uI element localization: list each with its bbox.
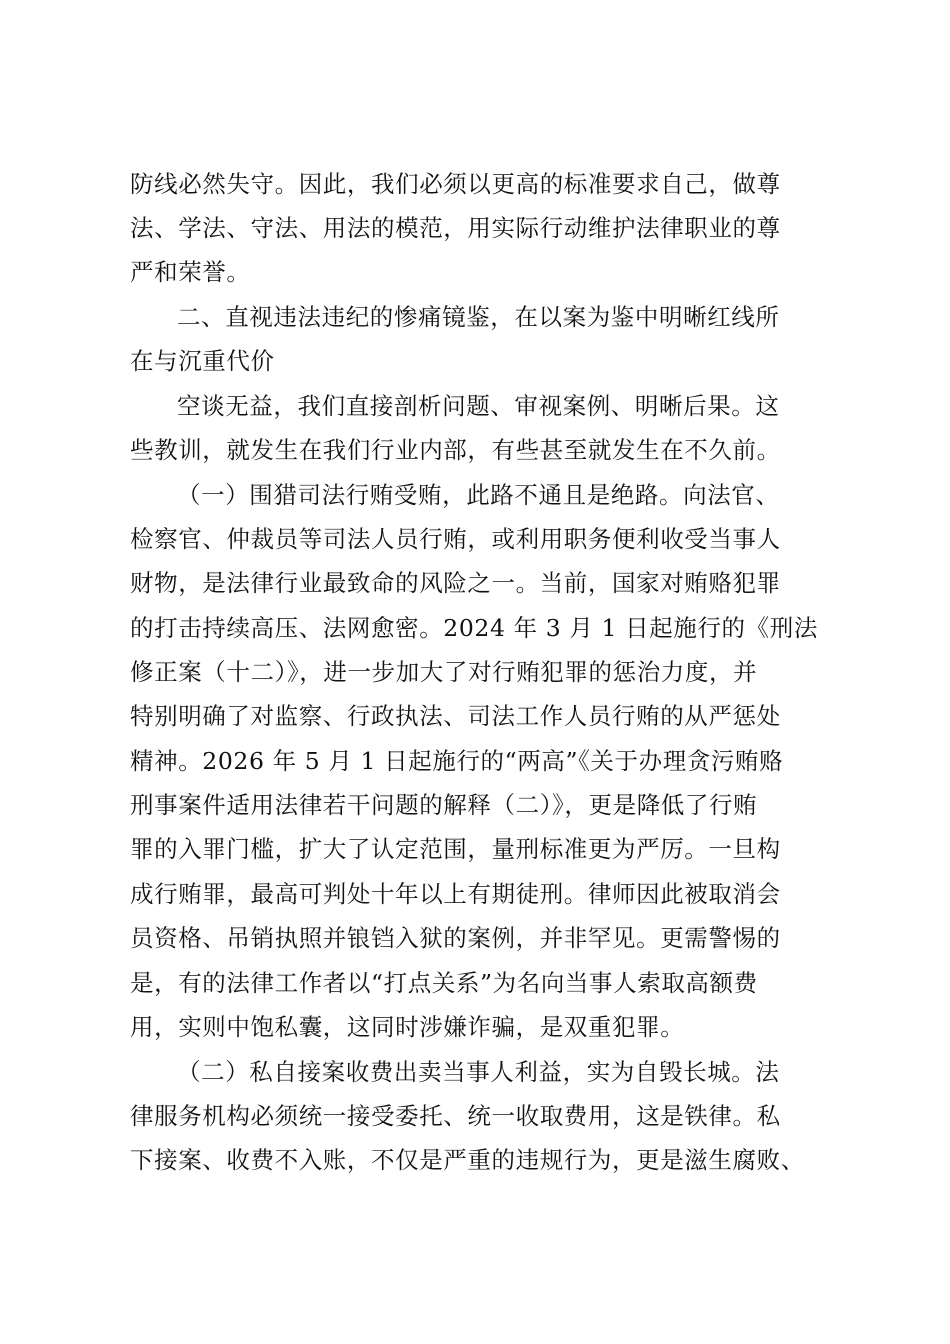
paragraph-line: 空谈无益，我们直接剖析问题、审视案例、明晰后果。这 (177, 392, 780, 420)
section-heading-line: 二、直视违法违纪的惨痛镜鉴，在以案为鉴中明晰红线所 (177, 303, 780, 331)
paragraph-line: 检察官、仲裁员等司法人员行贿，或利用职务便利收受当事人 (130, 525, 781, 553)
paragraph-line: （二）私自接案收费出卖当事人利益，实为自毁长城。法 (177, 1058, 780, 1086)
paragraph-line: 精神。2026 年 5 月 1 日起施行的“两高”《关于办理贪污贿赂 (130, 747, 784, 775)
paragraph-line: 用，实则中饱私囊，这同时涉嫌诈骗，是双重犯罪。 (130, 1013, 685, 1041)
paragraph-line: 刑事案件适用法律若干问题的解释（二）》，更是降低了行贿 (130, 791, 758, 819)
paragraph-line: （一）围猎司法行贿受贿，此路不通且是绝路。向法官、 (177, 481, 780, 509)
paragraph-line: 防线必然失守。因此，我们必须以更高的标准要求自己，做尊 (130, 170, 781, 198)
paragraph-line: 罪的入罪门槛，扩大了认定范围，量刑标准更为严厉。一旦构 (130, 835, 781, 863)
paragraph-line: 下接案、收费不入账，不仅是严重的违规行为，更是滋生腐败、 (130, 1146, 805, 1174)
paragraph-line: 些教训，就发生在我们行业内部，有些甚至就发生在不久前。 (130, 436, 781, 464)
paragraph-line: 的打击持续高压、法网愈密。2024 年 3 月 1 日起施行的《刑法 (130, 614, 818, 642)
paragraph-line: 成行贿罪，最高可判处十年以上有期徒刑。律师因此被取消会 (130, 880, 781, 908)
paragraph-line: 特别明确了对监察、行政执法、司法工作人员行贿的从严惩处 (130, 702, 781, 730)
paragraph-line: 修正案（十二）》，进一步加大了对行贿犯罪的惩治力度，并 (130, 658, 758, 686)
paragraph-line: 员资格、吊销执照并锒铛入狱的案例，并非罕见。更需警惕的 (130, 924, 781, 952)
paragraph-line: 律服务机构必须统一接受委托、统一收取费用，这是铁律。私 (130, 1102, 781, 1130)
paragraph-line: 严和荣誉。 (130, 258, 251, 286)
paragraph-line: 法、学法、守法、用法的模范，用实际行动维护法律职业的尊 (130, 214, 781, 242)
paragraph-line: 财物，是法律行业最致命的风险之一。当前，国家对贿赂犯罪 (130, 569, 781, 597)
paragraph-line: 是，有的法律工作者以“打点关系”为名向当事人索取高额费 (130, 969, 758, 997)
section-heading-line: 在与沉重代价 (130, 347, 275, 375)
